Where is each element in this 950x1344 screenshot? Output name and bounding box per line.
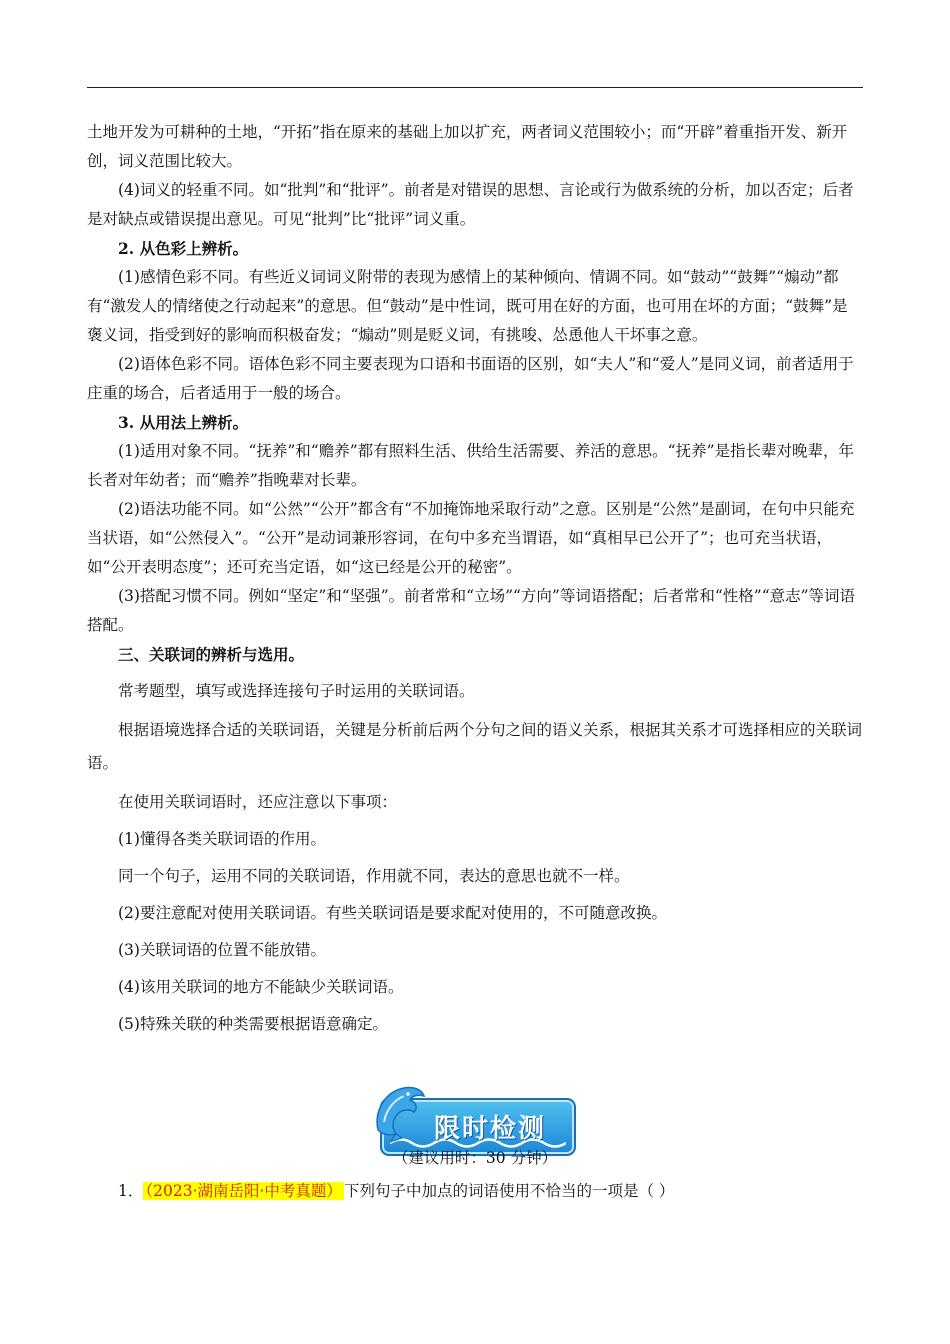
paragraph: 根据语境选择合适的关联词语，关键是分析前后两个分句之间的语义关系，根据其关系才可选择相应的关联词语。: [87, 721, 863, 772]
question-text: 下列句子中加点的词语使用不恰当的一项是（ ）: [343, 1182, 675, 1200]
paragraph: 土地开发为可耕种的土地，“开拓”指在原来的基础上加以扩充，两者词义范围较小；而“开辟”着重指开发、新开创，词义范围比较大。: [87, 123, 848, 170]
paragraph: (2)语法功能不同。如“公然”“公开”都含有“不加掩饰地采取行动”之意。区别是“公然”是副词，在句中只能充当状语，如“公然侵入”。“公开”是动词兼形容词，在句中多充当谓语，如“真相早已公开了”；也可充当状语，如“公开表明态度”；还可充当定语，如“这已经是公开的秘密”。: [87, 500, 855, 576]
question-number: 1．: [118, 1182, 144, 1200]
suggested-time: （建议用时：30 分钟）: [392, 1149, 558, 1167]
paragraph: (4)词义的轻重不同。如“批判”和“批评”。前者是对错误的思想、言论或行为做系统的分析，加以否定；后者是对缺点或错误提出意见。可见“批判”比“批评”词义重。: [87, 181, 854, 228]
section-heading: 3. 从用法上辨析。: [118, 413, 249, 432]
header-rule: [87, 87, 863, 88]
paragraph: (2)语体色彩不同。语体色彩不同主要表现为口语和书面语的区别，如“夫人”和“爱人”是同义词，前者适用于庄重的场合，后者适用于一般的场合。: [87, 355, 854, 402]
section-heading: 三、关联词的辨析与选用。: [118, 645, 305, 664]
paragraph: 常考题型，填写或选择连接句子时运用的关联词语。: [118, 682, 475, 700]
document-body: [87, 118, 863, 1039]
paragraph: 在使用关联词语时，还应注意以下事项：: [118, 793, 398, 811]
list-item: (5)特殊关联的种类需要根据语意确定。: [118, 1015, 388, 1033]
list-item: (3)关联词语的位置不能放错。: [118, 941, 326, 959]
list-item: (1)懂得各类关联词语的作用。: [118, 830, 326, 848]
source-tag: （2023·湖南岳阳·中考真题）: [145, 1182, 342, 1200]
list-item: 同一个句子，运用不同的关联词语，作用就不同，表达的意思也就不一样。: [118, 867, 630, 885]
badge-label: 限时检测: [434, 1114, 547, 1144]
dolphin-icon: [370, 1082, 428, 1144]
list-item: (4)该用关联词的地方不能缺少关联词语。: [118, 978, 404, 996]
question-1: [118, 1178, 674, 1204]
list-item: (2)要注意配对使用关联词语。有些关联词语是要求配对使用的，不可随意改换。: [118, 904, 667, 922]
paragraph: (1)适用对象不同。“抚养”和“赡养”都有照料生活、供给生活需要、养活的意思。“抚养”是指长辈对晚辈，年长者对年幼者；而“赡养”指晚辈对长辈。: [87, 442, 855, 489]
paragraph: (1)感情色彩不同。有些近义词词义附带的表现为感情上的某种倾向、情调不同。如“鼓动”“鼓舞”“煽动”都有“激发人的情绪使之行动起来”的意思。但“鼓动”是中性词，既可用在好的方面，也可用在坏的方面；“鼓舞”是褒义词，指受到好的影响而积极奋发；“煽动”则是贬义词，有挑唆、怂恿他人干坏事之意。: [87, 268, 848, 344]
paragraph: (3)搭配习惯不同。例如“坚定”和“坚强”。前者常和“立场”“方向”等词语搭配；后者常和“性格”“意志”等词语搭配。: [87, 587, 856, 634]
section-heading: 2. 从色彩上辨析。: [118, 239, 249, 258]
